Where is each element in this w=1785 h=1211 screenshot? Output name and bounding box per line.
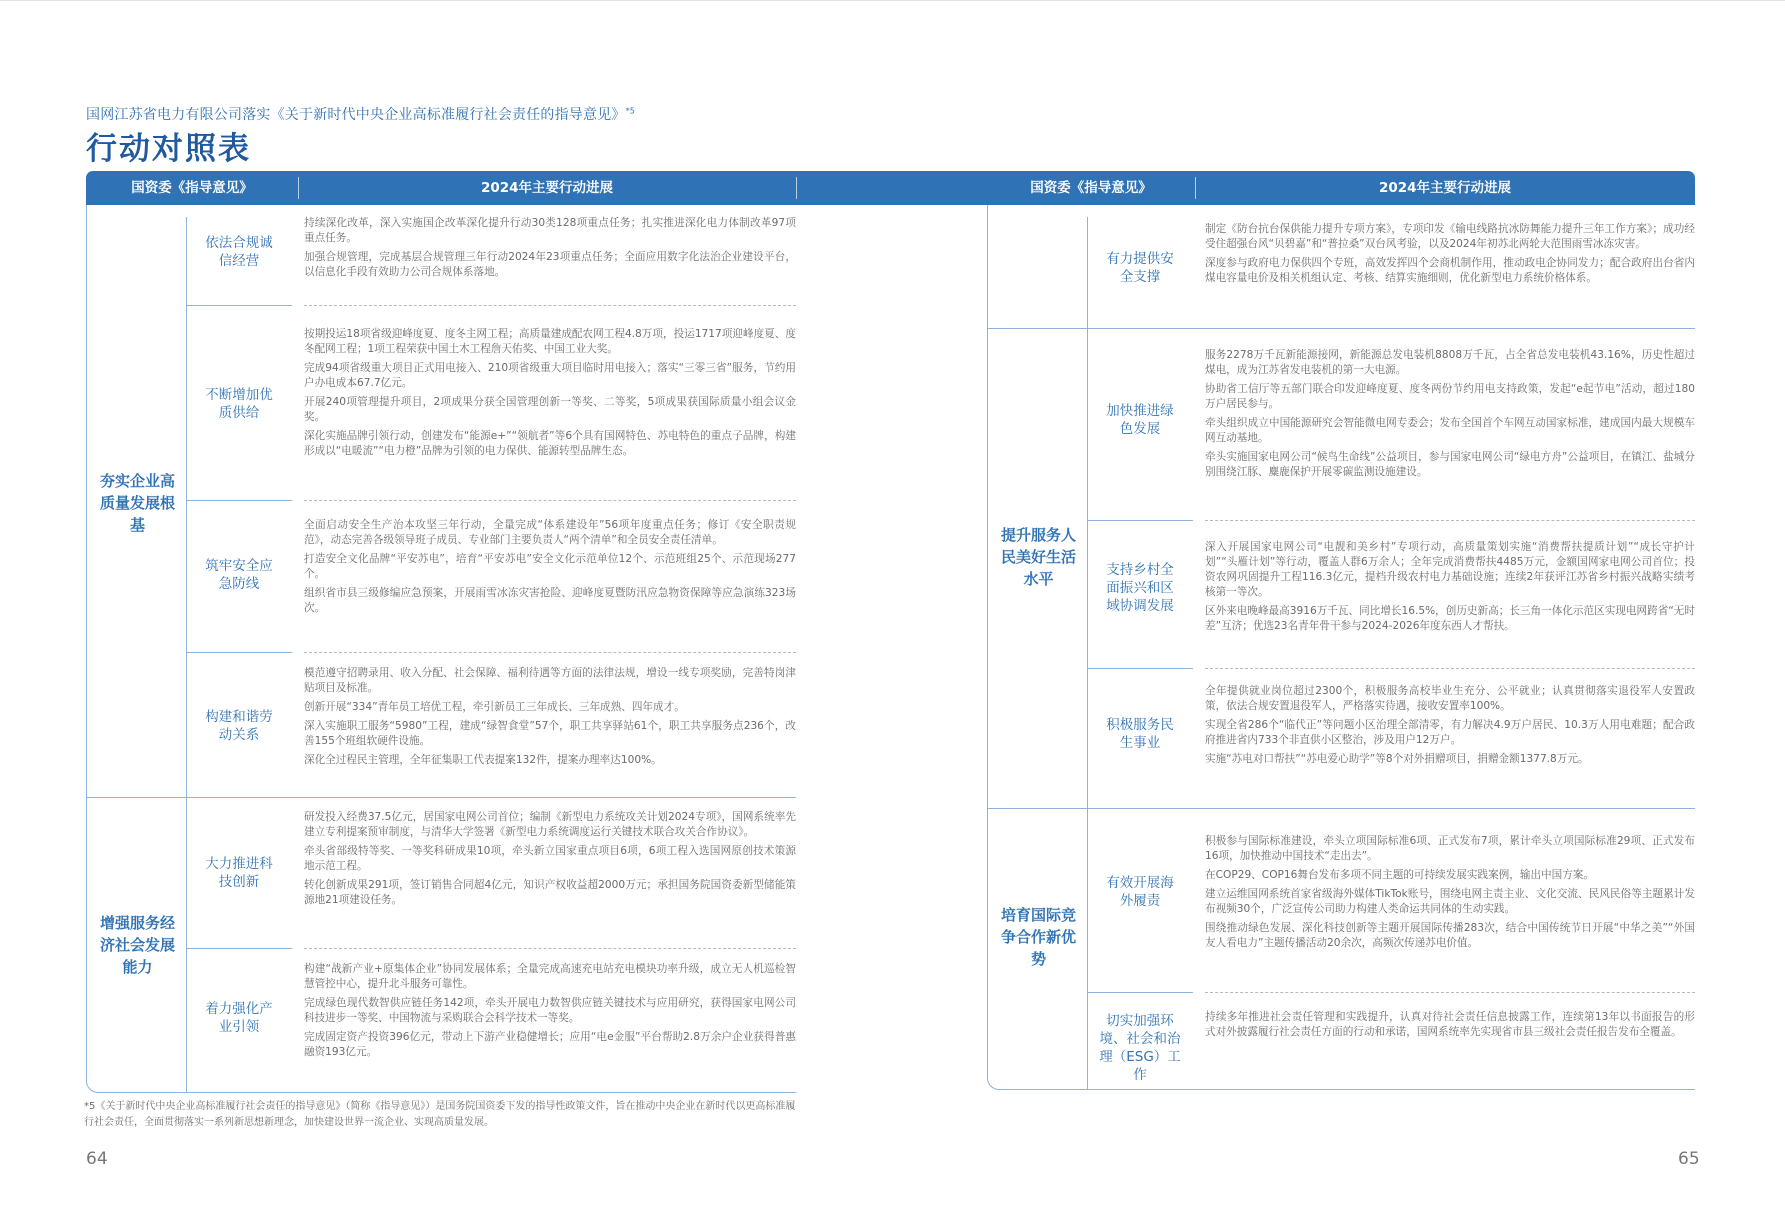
action-item: 深化实施品牌引领行动，创建发布“能源e+”“领航者”等6个具有国网特色、苏电特色的重点子品牌，构建形成以“电暖流”“电力橙”品牌为引领的电力保供、能源转型品牌生态。 bbox=[304, 430, 796, 457]
action-item: 完成固定资产投资396亿元，带动上下游产业稳健增长；应用“电e金服”平台帮助2.8万余户企业获得普惠融资193亿元。 bbox=[304, 1031, 796, 1058]
action-item: 全年提供就业岗位超过2300个，积极服务高校毕业生充分、公平就业；认真贯彻落实退役军人安置政策，依法合规安置退役军人，严格落实待遇，接收安置率100%。 bbox=[1205, 685, 1695, 712]
row-label: 着力强化产业引领 bbox=[205, 1001, 273, 1035]
action-item: 深入实施职工服务“5980”工程，建成“绿智食堂”57个，职工共享驿站61个，职工共享服务点236个，改善155个班组软硬件设施。 bbox=[304, 720, 796, 747]
section-title: 提升服务人民美好生活水平 bbox=[1001, 526, 1077, 588]
action-item: 完成94项省级重大项目正式用电接入、210项省级重大项目临时用电接入；落实“三零三省”服务，节约用户办电成本67.7亿元。 bbox=[304, 362, 796, 389]
row-items bbox=[1205, 684, 1695, 771]
section-divider bbox=[86, 797, 796, 798]
top-border-line bbox=[0, 0, 1785, 1]
row-label: 有效开展海外履责 bbox=[1106, 875, 1174, 909]
row-items bbox=[304, 962, 796, 1064]
section-title: 增强服务经济社会发展能力 bbox=[100, 914, 176, 976]
row-items bbox=[1205, 222, 1695, 290]
col-divider bbox=[186, 797, 187, 1092]
section-title: 夯实企业高质量发展根基 bbox=[100, 472, 176, 534]
action-item: 研发投入经费37.5亿元，居国家电网公司首位；编制《新型电力系统攻关计划2024专项》，国网系统率先建立专利提案预审制度，与清华大学签署《新型电力系统调度运行关键技术联合攻关合作协议》。 bbox=[304, 811, 796, 838]
row-label: 积极服务民生事业 bbox=[1106, 717, 1174, 751]
row-label: 不断增加优质供给 bbox=[205, 387, 273, 421]
row-label: 加快推进绿色发展 bbox=[1106, 403, 1174, 437]
col-divider bbox=[1087, 808, 1088, 1089]
action-item: 深度参与政府电力保供四个专班，高效发挥四个会商机制作用，推动政电企协同发力；配合政府出台省内煤电容量电价及相关机组认定、考核、结算实施细则，优化新型电力系统价格体系。 bbox=[1205, 257, 1695, 284]
action-item: 全面启动安全生产治本攻坚三年行动，全量完成“体系建设年”56项年度重点任务；修订《安全职责规范》，动态完善各级领导班子成员、专业部门主要负责人“两个清单”和全员安全责任清单。 bbox=[304, 519, 796, 546]
action-item: 模范遵守招聘录用、收入分配、社会保障、福利待遇等方面的法律法规，增设一线专项奖励，完善特岗津贴项目及标准。 bbox=[304, 667, 796, 694]
row-label: 依法合规诚信经营 bbox=[205, 235, 273, 269]
action-item: 持续多年推进社会责任管理和实践提升，认真对待社会责任信息披露工作，连续第13年以书面报告的形式对外披露履行社会责任方面的行动和承诺，国网系统率先实现省市县三级社会责任报告发布全覆盖。 bbox=[1205, 1011, 1695, 1038]
table-header-left bbox=[86, 171, 796, 205]
footnote-mark: *5 bbox=[625, 106, 636, 116]
action-item: 积极参与国际标准建设，牵头立项国际标准6项、正式发布7项，累计牵头立项国际标准29项、正式发布16项，加快推动中国技术“走出去”。 bbox=[1205, 835, 1695, 862]
action-item: 创新开展“334”青年员工培优工程，牵引新员工三年成长、三年成熟、四年成才。 bbox=[304, 701, 685, 713]
action-item: 开展240项管理提升项目，2项成果分获全国管理创新一等奖、二等奖，5项成果获国际质量小组会议金奖。 bbox=[304, 396, 796, 423]
row-label: 筑牢安全应急防线 bbox=[205, 558, 273, 592]
row-items bbox=[304, 216, 796, 284]
row-label: 支持乡村全面振兴和区域协调发展 bbox=[1106, 562, 1174, 614]
row-divider bbox=[186, 305, 292, 306]
action-item: 组织省市县三级修编应急预案，开展雨雪冰冻灾害抢险、迎峰度夏暨防汛应急物资保障等应急演练323场次。 bbox=[304, 587, 796, 614]
action-item: 持续深化改革，深入实施国企改革深化提升行动30类128项重点任务；扎实推进深化电力体制改革97项重点任务。 bbox=[304, 217, 796, 244]
header-progress-col: 2024年主要行动进展 bbox=[480, 180, 614, 196]
dashed-separator bbox=[1205, 520, 1695, 521]
dashed-separator bbox=[304, 652, 796, 653]
row-items bbox=[304, 666, 796, 772]
page-number-left: 64 bbox=[86, 1149, 108, 1169]
col-divider bbox=[1087, 328, 1088, 808]
page-number-right: 65 bbox=[1678, 1149, 1700, 1169]
section-title: 培育国际竞争合作新优势 bbox=[1001, 906, 1077, 968]
row-items bbox=[304, 518, 796, 620]
action-item: 牵头实施国家电网公司“候鸟生命线”公益项目，参与国家电网公司“绿电方舟”公益项目，在镇江、盐城分别围绕江豚、麋鹿保护开展零碳监测设施建设。 bbox=[1205, 451, 1695, 478]
col-divider bbox=[186, 217, 187, 797]
footnote: *5《关于新时代中央企业高标准履行社会责任的指导意见》（简称《指导意见》）是国务院国资委下发的指导性政策文件，旨在推动中央企业在新时代以更高标准履行社会责任，全面贯彻落实一系列新思想新理念，加快建设世界一流企业、实现高质量发展。 bbox=[84, 1101, 796, 1128]
row-label: 切实加强环境、社会和治理（ESG）工作 bbox=[1099, 1013, 1181, 1083]
action-item: 完成绿色现代数智供应链任务142项，牵头开展电力数智供应链关键技术与应用研究，获得国家电网公司科技进步一等奖、中国物流与采购联合会科学技术一等奖。 bbox=[304, 997, 796, 1024]
row-divider bbox=[1087, 520, 1193, 521]
action-item: 转化创新成果291项，签订销售合同超4亿元，知识产权收益超2000万元；承担国务院国资委新型储能策源地21项建设任务。 bbox=[304, 879, 796, 906]
section-divider bbox=[987, 328, 1695, 329]
row-items bbox=[1205, 834, 1695, 955]
row-divider bbox=[186, 652, 292, 653]
row-label: 有力提供安全支撑 bbox=[1106, 251, 1174, 285]
action-item: 建立运维国网系统首家省级海外媒体TikTok账号，围绕电网主责主业、文化交流、民风民俗等主题累计发布视频30个，广泛宣传公司助力构建人类命运共同体的生动实践。 bbox=[1205, 888, 1695, 915]
action-item: 制定《防台抗台保供能力提升专项方案》，专项印发《输电线路抗冰防舞能力提升三年工作方案》；成功经受住超强台风“贝碧嘉”和“普拉桑”双台风考验，以及2024年初苏北两轮大范围雨雪冰冻灾害。 bbox=[1205, 223, 1695, 250]
right-frame-bottom bbox=[1011, 1089, 1695, 1090]
dashed-separator bbox=[304, 305, 796, 306]
dashed-separator bbox=[1205, 668, 1695, 669]
col-divider bbox=[1087, 217, 1088, 328]
header-separator bbox=[796, 177, 797, 199]
action-item: 协助省工信厅等五部门联合印发迎峰度夏、度冬两份节约用电支持政策，发起“e起节电”活动，超过180万户居民参与。 bbox=[1205, 383, 1695, 410]
document-subtitle: 国网江苏省电力有限公司落实《关于新时代中央企业高标准履行社会责任的指导意见》$^{*5}$ bbox=[86, 106, 636, 123]
action-item: 牵头省部级特等奖、一等奖科研成果10项，牵头新立国家重点项目6项，6项工程入选国网原创技术策源地示范工程。 bbox=[304, 845, 796, 872]
row-items bbox=[1205, 540, 1695, 638]
row-items bbox=[1205, 348, 1695, 484]
row-label: 大力推进科技创新 bbox=[205, 856, 273, 890]
header-guideline-col: 国资委《指导意见》 bbox=[131, 180, 253, 196]
action-item: 加强合规管理，完成基层合规管理三年行动2024年23项重点任务；全面应用数字化法治企业建设平台，以信息化手段有效助力公司合规体系落地。 bbox=[304, 251, 796, 278]
action-item: 深化全过程民主管理，全年征集职工代表提案132件，提案办理率达100%。 bbox=[304, 754, 662, 766]
row-divider bbox=[1087, 992, 1193, 993]
header-progress-col: 2024年主要行动进展 bbox=[1378, 180, 1512, 196]
page-title: 行动对照表 bbox=[86, 131, 251, 167]
action-item: 实现全省286个“临代正”等问题小区治理全部清零，有力解决4.9万户居民、10.3万人用电难题；配合政府推进省内733个非直供小区整治，涉及用户12万户。 bbox=[1205, 719, 1695, 746]
row-items bbox=[1205, 1010, 1695, 1044]
header-guideline-col: 国资委《指导意见》 bbox=[1030, 180, 1152, 196]
action-item: 构建“战新产业+原集体企业”协同发展体系；全量完成高速充电站充电模块功率升级，成立无人机巡检智慧管控中心，提升北斗服务可靠性。 bbox=[304, 963, 796, 990]
left-frame-bottom bbox=[110, 1092, 796, 1093]
row-items bbox=[304, 327, 796, 463]
row-divider bbox=[1087, 668, 1193, 669]
row-divider bbox=[186, 948, 292, 949]
action-item: 在COP29、COP16舞台发布多项不同主题的可持续发展实践案例，输出中国方案。 bbox=[1205, 869, 1595, 881]
action-item: 牵头组织成立中国能源研究会智能微电网专委会；发布全国首个车网互动国家标准，建成国内最大规模车网互动基地。 bbox=[1205, 417, 1695, 444]
action-item: 区外来电晚峰最高3916万千瓦、同比增长16.5%，创历史新高；长三角一体化示范区实现电网跨省“无时差”互济；优选23名青年骨干参与2024-2026年度东西人才帮扶。 bbox=[1205, 605, 1695, 632]
row-divider bbox=[186, 500, 292, 501]
dashed-separator bbox=[1205, 992, 1695, 993]
action-item: 围绕推动绿色发展、深化科技创新等主题开展国际传播283次，结合中国传统节日开展“中华之美”“外国友人看电力”主题传播活动20余次，高频次传递苏电价值。 bbox=[1205, 922, 1695, 949]
action-item: 打造安全文化品牌“平安苏电”，培育“平安苏电”安全文化示范单位12个、示范班组25个、示范现场277个。 bbox=[304, 553, 796, 580]
dashed-separator bbox=[304, 500, 796, 501]
table-header-right bbox=[987, 171, 1695, 205]
section-divider bbox=[987, 808, 1695, 809]
action-item: 服务2278万千瓦新能源接网，新能源总发电装机8808万千瓦，占全省总发电装机43.16%，历史性超过煤电，成为江苏省发电装机的第一大电源。 bbox=[1205, 349, 1695, 376]
action-item: 深入开展国家电网公司“电靓和美乡村”专项行动，高质量策划实施“消费帮扶提质计划”“成长守护计划”“头雁计划”等行动，覆盖人群6万余人；全年完成消费帮扶4485万元，金额国网家电网公司首位；投资农网巩固提升工程116.3亿元，提档升级农村电力基础设施；连续2年获评江苏省乡村振兴战略实绩考核第一等次。 bbox=[1205, 541, 1695, 598]
action-item: 按期投运18项省级迎峰度夏、度冬主网工程；高质量建成配农网工程4.8万项，投运1717项迎峰度夏、度冬配网工程；1项工程荣获中国土木工程詹天佑奖、中国工业大奖。 bbox=[304, 328, 796, 355]
row-label: 构建和谐劳动关系 bbox=[205, 709, 273, 743]
row-items bbox=[304, 810, 796, 912]
table-header-center bbox=[796, 171, 987, 205]
action-item: 实施“苏电对口帮扶”“苏电爱心助学”等8个对外捐赠项目，捐赠金额1377.8万元。 bbox=[1205, 753, 1589, 765]
dashed-separator bbox=[304, 948, 796, 949]
